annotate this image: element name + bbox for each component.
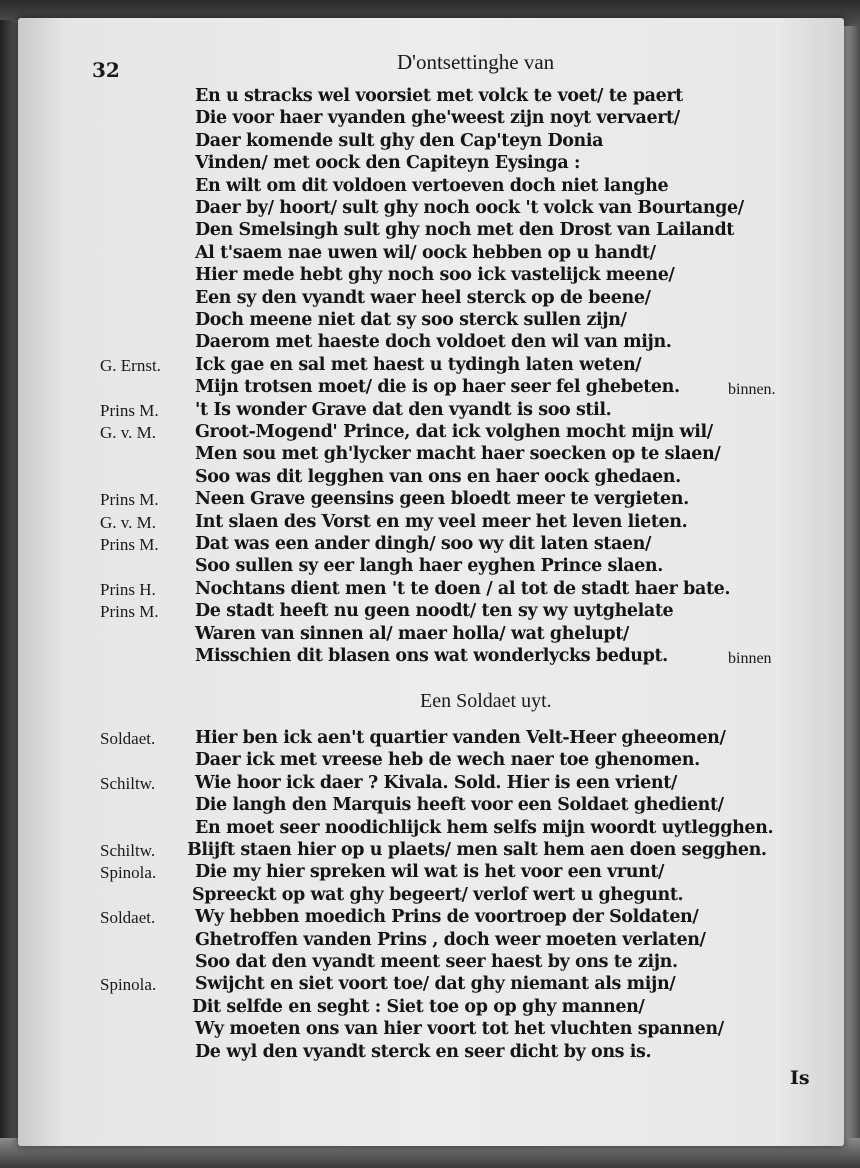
verse-line: Soo sullen sy eer langh haer eyghen Prince slaen. — [195, 556, 663, 577]
verse-line: Wy moeten ons van hier voort tot het vluchten spannen/ — [195, 1019, 724, 1040]
verse-line: Dit selfde en seght : Siet toe op op ghy mannen/ — [192, 996, 645, 1017]
verse-line: Wie hoor ick daer ? Kivala. Sold. Hier is een vrient/ — [195, 772, 677, 793]
speaker-label: G. v. M. — [100, 512, 157, 532]
verse-line: Hier mede hebt ghy noch soo ick vastelijck meene/ — [195, 265, 675, 286]
verse-line: Men sou met gh'lycker macht haer soecken op te slaen/ — [195, 444, 721, 465]
speaker-label: Prins M. — [100, 602, 159, 622]
verse-line: Blijft staen hier op u plaets/ men salt hem aen doen segghen. — [187, 840, 767, 860]
verse-line: En u stracks wel voorsiet met volck te voet/ te paert — [195, 86, 683, 106]
speaker-label: Prins M. — [100, 400, 159, 420]
page-edge-right — [844, 26, 860, 1146]
verse-line: Daer ick met vreese heb de wech naer toe ghenomen. — [195, 750, 700, 771]
speaker-label: Prins M. — [100, 490, 159, 510]
speaker-label: Schiltw. — [100, 841, 156, 860]
verse-line: Misschien dit blasen ons wat wonderlycks bedupt. — [195, 646, 668, 666]
verse-line: Mijn trotsen moet/ die is op haer seer fel ghebeten. — [195, 377, 680, 398]
speaker-label: Prins M. — [100, 535, 159, 554]
verse-line: Ghetroffen vanden Prins , doch weer moeten verlaten/ — [195, 929, 706, 950]
verse-line: Groot-Mogend' Prince, dat ick volghen mocht mijn wil/ — [195, 422, 713, 442]
verse-line: Nochtans dient men 't te doen / al tot de stadt haer bate. — [195, 578, 731, 599]
speaker-label: G. v. M. — [100, 423, 157, 442]
running-head: D'ontsettinghe van — [397, 50, 555, 74]
verse-line: Daer by/ hoort/ sult ghy noch oock 't volck van Bourtange/ — [195, 198, 744, 218]
verse-line: Neen Grave geensins geen bloedt meer te vergieten. — [195, 489, 689, 510]
verse-line: De stadt heeft nu geen noodt/ ten sy wy uytghelate — [195, 601, 674, 622]
verse-line: En moet seer noodichlijck hem selfs mijn woordt uytlegghen. — [195, 817, 774, 838]
speaker-label: Schiltw. — [100, 773, 156, 793]
verse-line: Al t'saem nae uwen wil/ oock hebben op u handt/ — [195, 242, 656, 263]
margin-note: binnen. — [728, 381, 776, 399]
section-heading: Een Soldaet uyt. — [420, 690, 552, 712]
verse-line: Den Smelsingh sult ghy noch met den Drost van Lailandt — [195, 220, 734, 241]
verse-line: Die my hier spreken wil wat is het voor een vrunt/ — [195, 862, 665, 883]
verse-line: Ick gae en sal met haest u tydingh laten weten/ — [195, 354, 642, 375]
catchword: Is — [790, 1067, 810, 1089]
verse-line: Vinden/ met oock den Capiteyn Eysinga : — [195, 153, 581, 174]
verse-line: Soo dat den vyandt meent seer haest by ons te zijn. — [195, 952, 678, 972]
verse-line: Die langh den Marquis heeft voor een Soldaet ghedient/ — [195, 795, 724, 816]
verse-line: En wilt om dit voldoen vertoeven doch niet langhe — [195, 175, 669, 196]
speaker-label: Prins H. — [100, 579, 156, 599]
verse-line: Spreeckt op wat ghy begeert/ verlof wert u ghegunt. — [192, 884, 684, 905]
verse-line: Doch meene niet dat sy soo sterck sullen zijn/ — [195, 310, 627, 330]
verse-line: Daer komende sult ghy den Cap'teyn Donia — [195, 130, 604, 151]
speaker-label: G. Ernst. — [100, 355, 161, 375]
verse-line: Dat was een ander dingh/ soo wy dit laten staen/ — [195, 534, 651, 554]
speaker-label: Soldaet. — [100, 908, 156, 928]
verse-line: Een sy den vyandt waer heel sterck op de beene/ — [195, 287, 651, 308]
margin-note: binnen — [728, 650, 772, 667]
verse-line: De wyl den vyandt sterck en seer dicht by ons is. — [195, 1041, 652, 1062]
verse-line: Die voor haer vyanden ghe'weest zijn noyt vervaert/ — [195, 108, 680, 129]
verse-line: Int slaen des Vorst en my veel meer het leven lieten. — [195, 511, 688, 532]
verse-line: Waren van sinnen al/ maer holla/ wat ghelupt/ — [195, 623, 629, 644]
page-number: 32 — [92, 58, 120, 82]
speaker-label: Spinola. — [100, 863, 157, 883]
verse-line: Hier ben ick aen't quartier vanden Velt-Heer gheeomen/ — [195, 728, 726, 748]
speaker-label: Soldaet. — [100, 729, 156, 748]
verse-line: Swijcht en siet voort toe/ dat ghy niemant als mijn/ — [195, 974, 676, 995]
verse-line: Daerom met haeste doch voldoet den wil van mijn. — [195, 332, 672, 353]
verse-line: Wy hebben moedich Prins de voortroep der Soldaten/ — [195, 907, 699, 928]
verse-line: 't Is wonder Grave dat den vyandt is soo stil. — [195, 399, 612, 420]
speaker-label: Spinola. — [100, 975, 157, 995]
verse-line: Soo was dit legghen van ons en haer oock ghedaen. — [195, 466, 681, 487]
